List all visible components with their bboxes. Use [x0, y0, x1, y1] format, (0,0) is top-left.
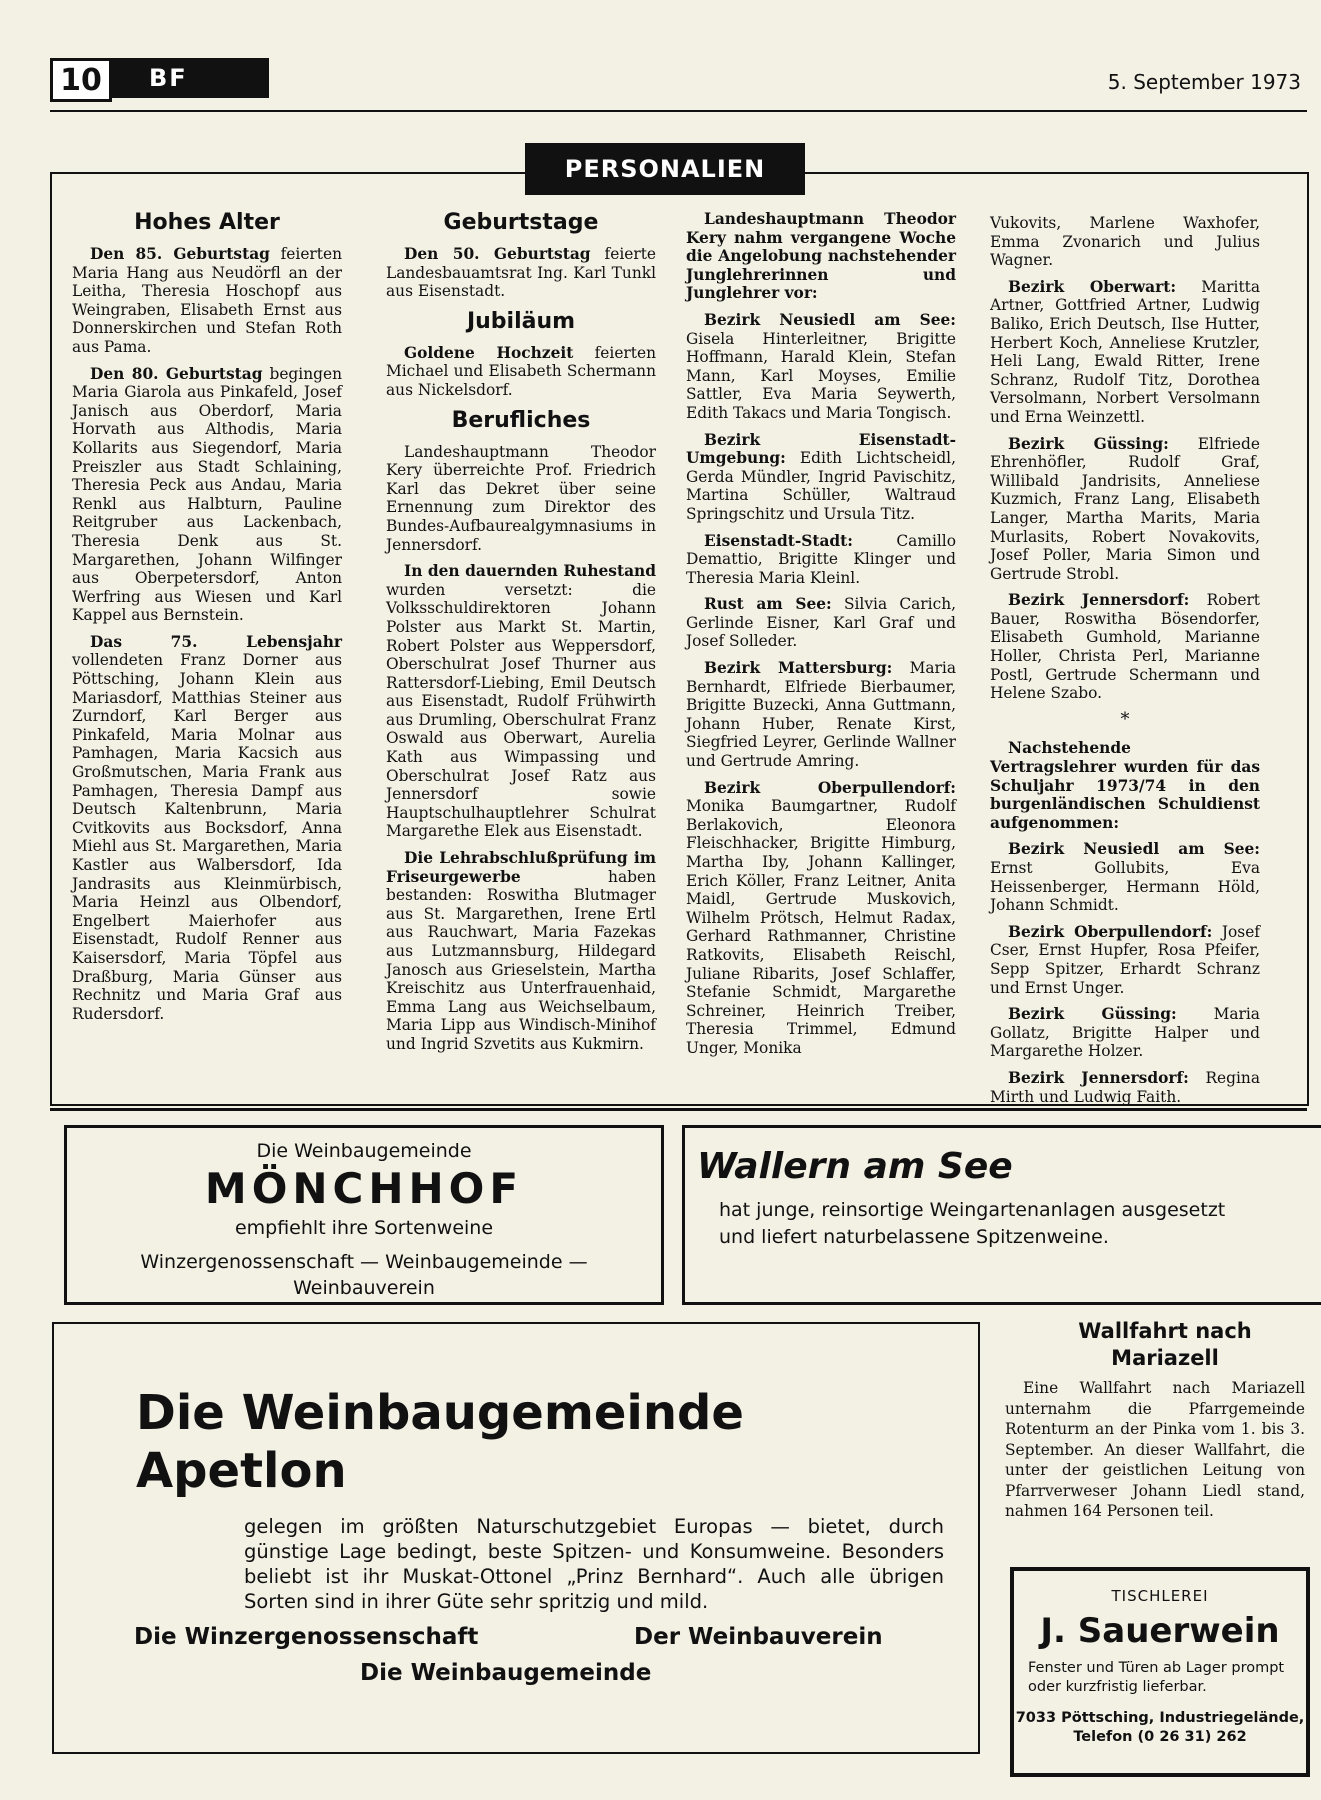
ad-apetlon-footer-left: Die Winzergenossenschaft [134, 1624, 479, 1650]
ad-tischlerei [1010, 1567, 1310, 1777]
paragraph: Den 50. Geburtstag feierte Landesbauamtsrat Ing. Karl Tunkl aus Eisenstadt. [386, 245, 656, 301]
wallfahrt-text: Eine Wallfahrt nach Mariazell unternahm die Pfarrgemeinde Rotenturm an der Pinka vom 1. bis 3. September. An dieser Wallfahrt, die unter der geistlichen Leitung von Pfarrverweser Johann Liedl stand, nahmen 164 Personen teil. [1005, 1379, 1305, 1520]
paragraph: Bezirk Güssing: Maria Gollatz, Brigitte Halper und Margarethe Holzer. [990, 1005, 1260, 1061]
heading-berufliches: Berufliches [451, 407, 591, 433]
paragraph: Den 80. Geburtstag begingen Maria Giarola aus Pinkafeld, Josef Janisch aus Oberdorf, Maria Horvath aus Althodis, Maria Kollarits aus Siegendorf, Maria Preiszler aus Stadt Schlaining, Theresia Peck aus Andau, Maria Renkl aus Halbturn, Pauline Reitgruber aus Lackenbach, Theresia Denk aus St. Margarethen, Johann Wilfinger aus Oberpetersdorf, Anton Werfring aus Wiesen und Karl Kappel aus Bernstein. [72, 364, 342, 625]
paragraph: Eisenstadt-Stadt: Camillo Demattio, Brigitte Klinger und Theresia Maria Kleinl. [686, 531, 956, 587]
ad-moenchhof-line1: Die Weinbaugemeinde [256, 1140, 472, 1162]
page-number: 10 [50, 58, 112, 102]
ad-wallern-line1: hat junge, reinsortige Weingartenanlagen ausgesetzt [719, 1199, 1226, 1221]
paragraph: Rust am See: Silvia Carich, Gerlinde Eisner, Karl Graf und Josef Solleder. [686, 595, 957, 651]
heading-jubilaeum: Jubiläum [466, 308, 576, 334]
ad-wallern [682, 1125, 1321, 1305]
paragraph: In den dauernden Ruhestand wurden versetzt: die Volksschuldirektoren Johann Polster aus Markt St. Martin, Robert Polster aus Weppersdorf, Oberschulrat Josef Thurner aus Rattersdorf-Liebing, Emil Deutsch aus Eisenstadt, Rudolf Frühwirth aus Drumling, Oberschulrat Franz Oswald aus Oberwart, Aurelia Kath aus Wimpassing und Oberschulrat Josef Ratz aus Jennersdorf sowie Hauptschulhauptlehrer Schulrat Margarethe Elek aus Eisenstadt. [386, 562, 656, 841]
heading-geburtstage: Geburtstage [443, 210, 599, 235]
intro-paragraph: Nachstehende Vertragslehrer wurden für das Schuljahr 1973/74 in den burgenländischen Schuldienst aufgenommen: [990, 739, 1260, 832]
section-label: BF [109, 58, 269, 98]
intro-paragraph: Landeshauptmann Theodor Kery nahm vergangene Woche die Angelobung nachstehender Junglehrerinnen und Junglehrer vor: [686, 210, 956, 303]
ad-apetlon-footer-right: Der Weinbauverein [634, 1624, 883, 1650]
column-geburtstage [386, 210, 656, 1062]
ad-moenchhof-line3: Winzergenossenschaft — Weinbaugemeinde — [140, 1251, 588, 1273]
heading-hohes-alter: Hohes Alter [134, 210, 280, 235]
ad-apetlon-title-line1: Die Weinbaugemeinde [136, 1385, 744, 1441]
paragraph: Das 75. Lebensjahr vollendeten Franz Dorner aus Pöttsching, Johann Klein aus Mariasdorf, Matthias Steiner aus Zurndorf, Karl Berger aus Pinkafeld, Maria Molnar aus Pamhagen, Maria Kacsich aus Großmutschen, Maria Frank aus Pamhagen, Theresia Dampf aus Deutsch Kaltenbrunn, Maria Cvitkovits aus Bocksdorf, Anna Miehl aus St. Margarethen, Maria Kastler aus Walbersdorf, Ida Jandrasits aus Kleinmürbisch, Maria Heinzl aus Olbendorf, Engelbert Maierhofer aus Eisenstadt, Rudolf Renner aus Kaisersdorf, Maria Töpfel aus Draßburg, Maria Günser aus Rechnitz und Maria Graf aus Rudersdorf. [72, 632, 342, 1023]
ad-apetlon-title-line2: Apetlon [136, 1443, 347, 1499]
column-vertragslehrer [990, 214, 1260, 1114]
personalien-title: PERSONALIEN [525, 143, 805, 195]
paragraph: Bezirk Güssing: Elfriede Ehrenhöfler, Rudolf Graf, Willibald Jandrisits, Anneliese Kuzmich, Franz Lang, Elisabeth Langer, Martha Marits, Maria Murlasits, Robert Novakovits, Josef Poller, Maria Simon und Gertrude Strobl. [990, 434, 1260, 583]
paragraph: Bezirk Neusiedl am See: Gisela Hinterleitner, Brigitte Hoffmann, Harald Klein, Stefan Mann, Karl Moyses, Emilie Sattler, Eva Maria Seywerth, Edith Takacs und Maria Tongisch. [686, 310, 956, 422]
column-hohes-alter [72, 210, 342, 1031]
ad-tischlerei-name: J. Sauerwein [1040, 1611, 1280, 1651]
paragraph: Bezirk Oberpullendorf: Josef Cser, Ernst Hupfer, Rosa Pfeifer, Sepp Spitzer, Erhardt Schranz und Ernst Unger. [990, 922, 1260, 997]
paragraph: Bezirk Oberwart: Maritta Artner, Gottfried Artner, Ludwig Baliko, Erich Deutsch, Ilse Hutter, Herbert Koch, Anneliese Krutzler, Heli Lang, Ewald Ritter, Irene Schranz, Rudolf Titz, Dorothea Versolmann, Norbert Versolmann und Erna Weinzettl. [990, 277, 1260, 426]
ad-moenchhof-line4: Weinbauverein [293, 1277, 435, 1299]
ad-tischlerei-label: TISCHLEREI [1111, 1587, 1209, 1605]
ad-apetlon [52, 1322, 980, 1754]
paragraph: Bezirk Eisenstadt-Umgebung: Edith Lichtscheidl, Gerda Mündler, Ingrid Pavischitz, Martina Schüller, Waltraud Springschitz und Ursula Titz. [686, 430, 956, 523]
ad-apetlon-text: gelegen im größten Naturschutzgebiet Europas — bietet, durch günstige Lage bedingt, beste Spitzen- und Konsumweine. Besonders beliebt ist ihr Muskat-Ottonel „Prinz Bernhard“. Auch alle übrigen Sorten sind in ihrer Güte sehr spritzig und mild. [244, 1515, 944, 1613]
wallfahrt-title-line1: Wallfahrt nach [1078, 1319, 1252, 1343]
paragraph: Goldene Hochzeit feierten Michael und Elisabeth Schermann aus Nickelsdorf. [386, 343, 656, 399]
ad-tischlerei-text: Fenster und Türen ab Lager prompt oder kurzfristig lieferbar. [1028, 1660, 1285, 1695]
paragraph: Bezirk Jennersdorf: Regina Mirth und Ludwig Faith. [990, 1068, 1260, 1106]
header-rule [50, 110, 1307, 112]
ad-tischlerei-address: 7033 Pöttsching, Industriegelände, Telefon (0 26 31) 262 [1015, 1710, 1305, 1745]
ad-apetlon-footer-center: Die Weinbaugemeinde [360, 1660, 652, 1686]
issue-date: 5. September 1973 [1107, 70, 1301, 94]
paragraph: Die Lehrabschlußprüfung im Friseurgewerbe haben bestanden: Roswitha Blutmager aus St. Margarethen, Irene Ertl aus Rauchwart, Maria Fazekas aus Lutzmannsburg, Hildegard Janosch aus Grieselstein, Martha Kreischitz aus Unterfrauenhaid, Emma Lang aus Weichselbaum, Maria Lipp aus Windisch-Minihof und Ingrid Szvetits aus Kukmirn. [386, 849, 656, 1053]
section-rule [50, 1108, 1307, 1111]
ad-wallern-name: Wallern am See [697, 1146, 1013, 1187]
wallfahrt-title-line2: Mariazell [1111, 1346, 1219, 1370]
paragraph: Landeshauptmann Theodor Kery überreichte Prof. Friedrich Karl das Dekret über seine Ernennung zum Direktor des Bundes-Aufbaurealgymnasiums in Jennersdorf. [386, 442, 656, 554]
paragraph: Bezirk Jennersdorf: Robert Bauer, Roswitha Bösendorfer, Elisabeth Gumhold, Marianne Holler, Christa Perl, Marianne Postl, Gertrude Schermann und Helene Szabo. [990, 591, 1260, 703]
ad-moenchhof-line2: empfiehlt ihre Sortenweine [234, 1217, 494, 1239]
paragraph: Bezirk Mattersburg: Maria Bernhardt, Elfriede Bierbaumer, Brigitte Buzecki, Anna Guttmann, Johann Huber, Renate Kirst, Siegfried Leyrer, Gerlinde Wallner und Gertrude Amring. [686, 659, 956, 771]
paragraph: Vukovits, Marlene Waxhofer, Emma Zvonarich und Julius Wagner. [990, 214, 1260, 270]
ad-moenchhof [64, 1125, 664, 1305]
paragraph: Den 85. Geburtstag feierten Maria Hang aus Neudörfl an der Leitha, Theresia Hoschopf aus Weingraben, Elisabeth Ernst aus Donnerskirchen und Stefan Roth aus Pama. [72, 245, 342, 356]
ad-moenchhof-name: MÖNCHHOF [204, 1164, 524, 1213]
column-junglehrer [686, 210, 956, 1066]
ad-apetlon-title [136, 1384, 744, 1500]
ad-wallern-line2: und liefert naturbelassene Spitzenweine. [719, 1226, 1109, 1248]
section-separator-star: * [1120, 708, 1130, 730]
paragraph: Bezirk Neusiedl am See: Ernst Gollubits, Eva Heissenberger, Hermann Höld, Johann Schmidt. [990, 840, 1260, 915]
wallfahrt-title [1050, 1318, 1280, 1372]
paragraph: Bezirk Oberpullendorf: Monika Baumgartner, Rudolf Berlakovich, Eleonora Fleischhacker, Brigitte Himburg, Martha Iby, Johann Kallinger, Erich Köller, Franz Leitner, Anita Maidl, Gertrude Muskovich, Wilhelm Prötsch, Helmut Radax, Gerhard Rathmanner, Christine Ratkovits, Elisabeth Reischl, Juliane Ribarits, Josef Schlaffer, Stefanie Schmidt, Margarethe Schreiner, Heinrich Treiber, Theresia Trimmel, Edmund Unger, Monika [686, 778, 956, 1057]
